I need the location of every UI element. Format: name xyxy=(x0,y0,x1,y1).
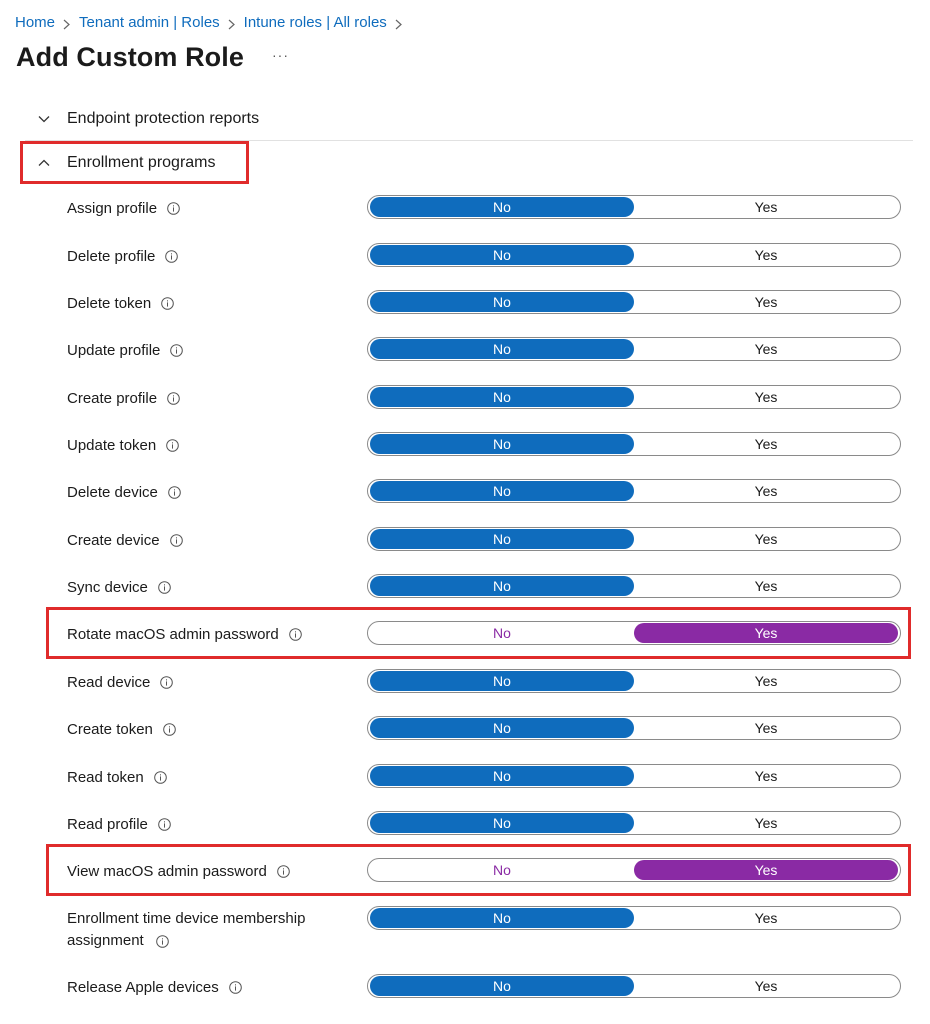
permission-label xyxy=(67,245,178,267)
toggle-option-yes[interactable]: Yes xyxy=(754,815,778,831)
permission-toggle[interactable] xyxy=(367,811,901,835)
toggle-option-no[interactable]: No xyxy=(370,339,634,359)
toggle-option-no[interactable]: No xyxy=(493,862,511,878)
section-endpoint-protection-reports[interactable] xyxy=(37,108,259,130)
permission-label xyxy=(67,976,242,998)
toggle-option-yes[interactable]: Yes xyxy=(754,910,778,926)
chevron-right-icon xyxy=(63,19,70,26)
toggle-option-yes[interactable]: Yes xyxy=(754,531,778,547)
permission-label xyxy=(67,197,180,219)
permission-toggle[interactable] xyxy=(367,716,901,740)
permission-label-text: Update profile xyxy=(67,341,161,359)
permission-label xyxy=(67,671,173,693)
toggle-option-no[interactable]: No xyxy=(370,245,634,265)
highlight-box xyxy=(46,844,911,896)
permission-toggle[interactable] xyxy=(367,195,901,219)
toggle-option-yes[interactable]: Yes xyxy=(754,578,778,594)
toggle-option-yes[interactable]: Yes xyxy=(754,978,778,994)
permission-label xyxy=(67,766,167,788)
permission-toggle[interactable] xyxy=(367,974,901,998)
permission-label-text: Create token xyxy=(67,720,153,738)
breadcrumb-intune-roles-link[interactable]: Intune roles | All roles xyxy=(243,13,387,31)
permission-toggle[interactable] xyxy=(367,669,901,693)
breadcrumb-home-link[interactable]: Home xyxy=(15,13,56,31)
info-icon[interactable] xyxy=(158,581,171,594)
permission-toggle[interactable] xyxy=(367,906,901,930)
toggle-option-no[interactable]: No xyxy=(370,387,634,407)
permission-label-text: Delete device xyxy=(67,483,158,501)
permission-label xyxy=(67,434,179,456)
toggle-option-yes[interactable]: Yes xyxy=(754,389,778,405)
info-icon[interactable] xyxy=(156,935,169,948)
toggle-option-yes[interactable]: Yes xyxy=(754,768,778,784)
permission-label-text: Sync device xyxy=(67,578,148,596)
info-icon[interactable] xyxy=(158,818,171,831)
info-icon[interactable] xyxy=(160,676,173,689)
page-title: Add Custom Role xyxy=(16,42,244,72)
permission-label-text: Read profile xyxy=(67,815,148,833)
info-icon[interactable] xyxy=(170,344,183,357)
breadcrumb xyxy=(15,11,411,33)
section-label: Endpoint protection reports xyxy=(67,110,260,127)
toggle-option-yes[interactable]: Yes xyxy=(754,247,778,263)
toggle-option-yes[interactable]: Yes xyxy=(754,341,778,357)
info-icon[interactable] xyxy=(167,202,180,215)
permission-toggle[interactable] xyxy=(367,290,901,314)
permission-label xyxy=(67,908,337,952)
info-icon[interactable] xyxy=(166,439,179,452)
info-icon[interactable] xyxy=(229,981,242,994)
toggle-option-yes[interactable]: Yes xyxy=(634,860,898,880)
toggle-option-yes[interactable]: Yes xyxy=(754,483,778,499)
permission-label xyxy=(67,387,180,409)
info-icon[interactable] xyxy=(154,771,167,784)
info-icon[interactable] xyxy=(165,250,178,263)
toggle-option-no[interactable]: No xyxy=(493,625,511,641)
toggle-option-no[interactable]: No xyxy=(370,481,634,501)
permission-label-text: Delete profile xyxy=(67,247,156,265)
highlight-box xyxy=(46,607,911,659)
info-icon[interactable] xyxy=(163,723,176,736)
toggle-option-yes[interactable]: Yes xyxy=(754,436,778,452)
permission-label-text: Read token xyxy=(67,768,144,786)
toggle-option-yes[interactable]: Yes xyxy=(754,294,778,310)
permission-toggle[interactable] xyxy=(367,764,901,788)
permission-label-text: Rotate macOS admin password xyxy=(67,625,279,643)
permission-toggle[interactable] xyxy=(367,337,901,361)
toggle-option-no[interactable]: No xyxy=(370,529,634,549)
permission-label xyxy=(67,339,183,361)
toggle-option-no[interactable]: No xyxy=(370,434,634,454)
permission-toggle[interactable] xyxy=(367,527,901,551)
permission-label-text: Create profile xyxy=(67,389,158,407)
permission-label-text: Delete token xyxy=(67,294,152,312)
toggle-option-no[interactable]: No xyxy=(370,718,634,738)
chevron-right-icon xyxy=(228,19,235,26)
permission-toggle[interactable] xyxy=(367,432,901,456)
permission-label-text: Assign profile xyxy=(67,199,158,217)
permission-label xyxy=(67,529,183,551)
permission-label-text: Update token xyxy=(67,436,157,454)
toggle-option-no[interactable]: No xyxy=(370,197,634,217)
breadcrumb-tenant-admin-link[interactable]: Tenant admin | Roles xyxy=(79,13,220,31)
toggle-option-yes[interactable]: Yes xyxy=(754,720,778,736)
title-row xyxy=(16,42,289,73)
info-icon[interactable] xyxy=(168,486,181,499)
permission-label xyxy=(67,481,181,503)
chevron-down-icon xyxy=(37,112,51,126)
permission-label xyxy=(67,576,171,598)
permission-toggle[interactable] xyxy=(367,243,901,267)
permission-label-text: View macOS admin password xyxy=(67,862,267,880)
more-options-button[interactable]: ··· xyxy=(272,46,289,63)
permission-toggle[interactable] xyxy=(367,385,901,409)
permission-label xyxy=(67,813,171,835)
chevron-right-icon xyxy=(395,19,402,26)
permission-toggle[interactable] xyxy=(367,574,901,598)
toggle-option-yes[interactable]: Yes xyxy=(634,623,898,643)
toggle-option-no[interactable]: No xyxy=(370,813,634,833)
info-icon[interactable] xyxy=(167,392,180,405)
info-icon[interactable] xyxy=(161,297,174,310)
permission-toggle[interactable] xyxy=(367,479,901,503)
permission-label-text: Release Apple devices xyxy=(67,978,219,996)
permission-label-text: Create device xyxy=(67,531,160,549)
permission-label xyxy=(67,718,176,740)
toggle-option-no[interactable]: No xyxy=(370,766,634,786)
toggle-option-no[interactable]: No xyxy=(370,908,634,928)
toggle-option-no[interactable]: No xyxy=(370,292,634,312)
permission-label-text: Read device xyxy=(67,673,151,691)
permission-label xyxy=(67,292,174,314)
toggle-option-yes[interactable]: Yes xyxy=(754,199,778,215)
permission-label-text: Enrollment time device membership assignment xyxy=(67,910,306,949)
toggle-option-no[interactable]: No xyxy=(370,976,634,996)
section-label: Enrollment programs xyxy=(67,154,216,171)
highlight-box-enrollment-programs xyxy=(20,141,249,184)
info-icon[interactable] xyxy=(170,534,183,547)
toggle-option-no[interactable]: No xyxy=(370,576,634,596)
toggle-option-yes[interactable]: Yes xyxy=(754,673,778,689)
toggle-option-no[interactable]: No xyxy=(370,671,634,691)
